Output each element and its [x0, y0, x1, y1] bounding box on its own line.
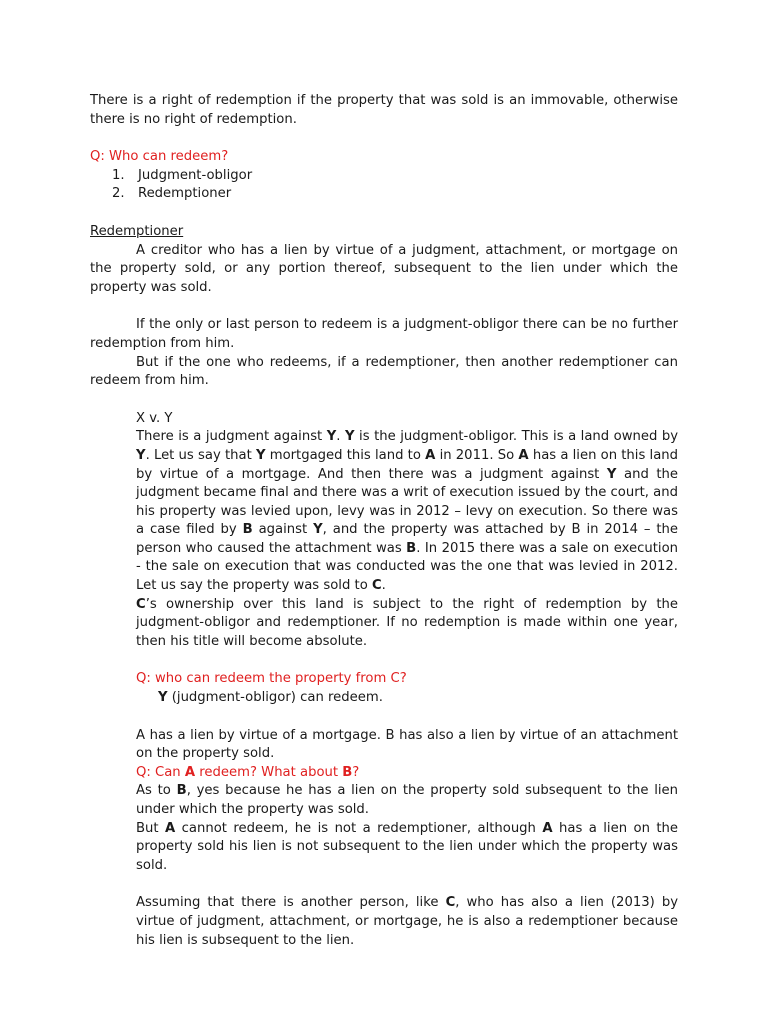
assuming-paragraph: Assuming that there is another person, like C, who has also a lien (2013) by virtue of judgment, attachment, or mortgage, he is also a redemptioner because his lien is subsequent to the lien. — [136, 895, 678, 948]
question-can-a-redeem: Q: Can A redeem? What about B? — [136, 764, 360, 780]
answer-as-to-b: As to B, yes because he has a lien on the property sold subsequent to the lien under which the property was sold. — [136, 783, 679, 817]
list-label: Redemptioner — [138, 186, 232, 202]
case-title: X v. Y — [136, 410, 173, 426]
question-redeem-from-c: Q: who can redeem the property from C? — [136, 671, 407, 687]
redemptioner-heading: Redemptioner — [90, 223, 184, 239]
list-number: 1. — [112, 167, 125, 183]
case-block — [136, 410, 678, 950]
case-ownership: C’s ownership over this land is subject to the right of redemption by the judgment-obligor and redemptioner. If no redemption is made within one year, then his title will become absolute. — [136, 596, 678, 649]
liens-paragraph: A has a lien by virtue of a mortgage. B has also a lien by virtue of an attachment on the property sold. — [136, 727, 678, 762]
list-item — [90, 185, 678, 204]
redemptioner-paragraph: But if the one who redeems, if a redemptioner, then another redemptioner can redeem from him. — [90, 354, 678, 389]
answer-redeem-from-c: Y (judgment-obligor) can redeem. — [158, 690, 383, 706]
list-number: 2. — [112, 186, 125, 202]
list-label: Judgment-obligor — [138, 167, 253, 183]
answer-as-to-a: But A cannot redeem, he is not a redemptioner, although A has a lien on the property sold his lien is not subsequent to the lien under which the property was sold. — [136, 820, 679, 873]
list-item — [90, 167, 678, 186]
question-who-can-redeem: Q: Who can redeem? — [90, 149, 229, 165]
redemptioner-definition: A creditor who has a lien by virtue of a judgment, attachment, or mortgage on the property sold, or any portion thereof, subsequent to the lien under which the property was sold. — [90, 242, 678, 295]
document-body — [90, 92, 678, 950]
last-person-paragraph: If the only or last person to redeem is a judgment-obligor there can be no further redemption from him. — [90, 317, 678, 351]
redeemers-list — [90, 167, 678, 204]
intro-paragraph: There is a right of redemption if the property that was sold is an immovable, otherwise there is no right of redemption. — [90, 93, 678, 127]
case-facts: There is a judgment against Y. Y is the judgment-obligor. This is a land owned by Y. Let us say that Y mortgaged this land to A in 2011. So A has a lien on this land by virtue of a mortgage. And then there was a judgment against Y and the judgment became final and there was a writ of execution issued by the court, and his property was levied upon, levy was in 2012 – levy on execution. So there was a case filed by B against Y, and the property was attached by B in 2014 – the person who caused the attachment was B. In 2015 there was a sale on execution - the sale on execution that was conducted was the one that was levied in 2012. Let us say the property was sold to C. — [136, 429, 679, 594]
